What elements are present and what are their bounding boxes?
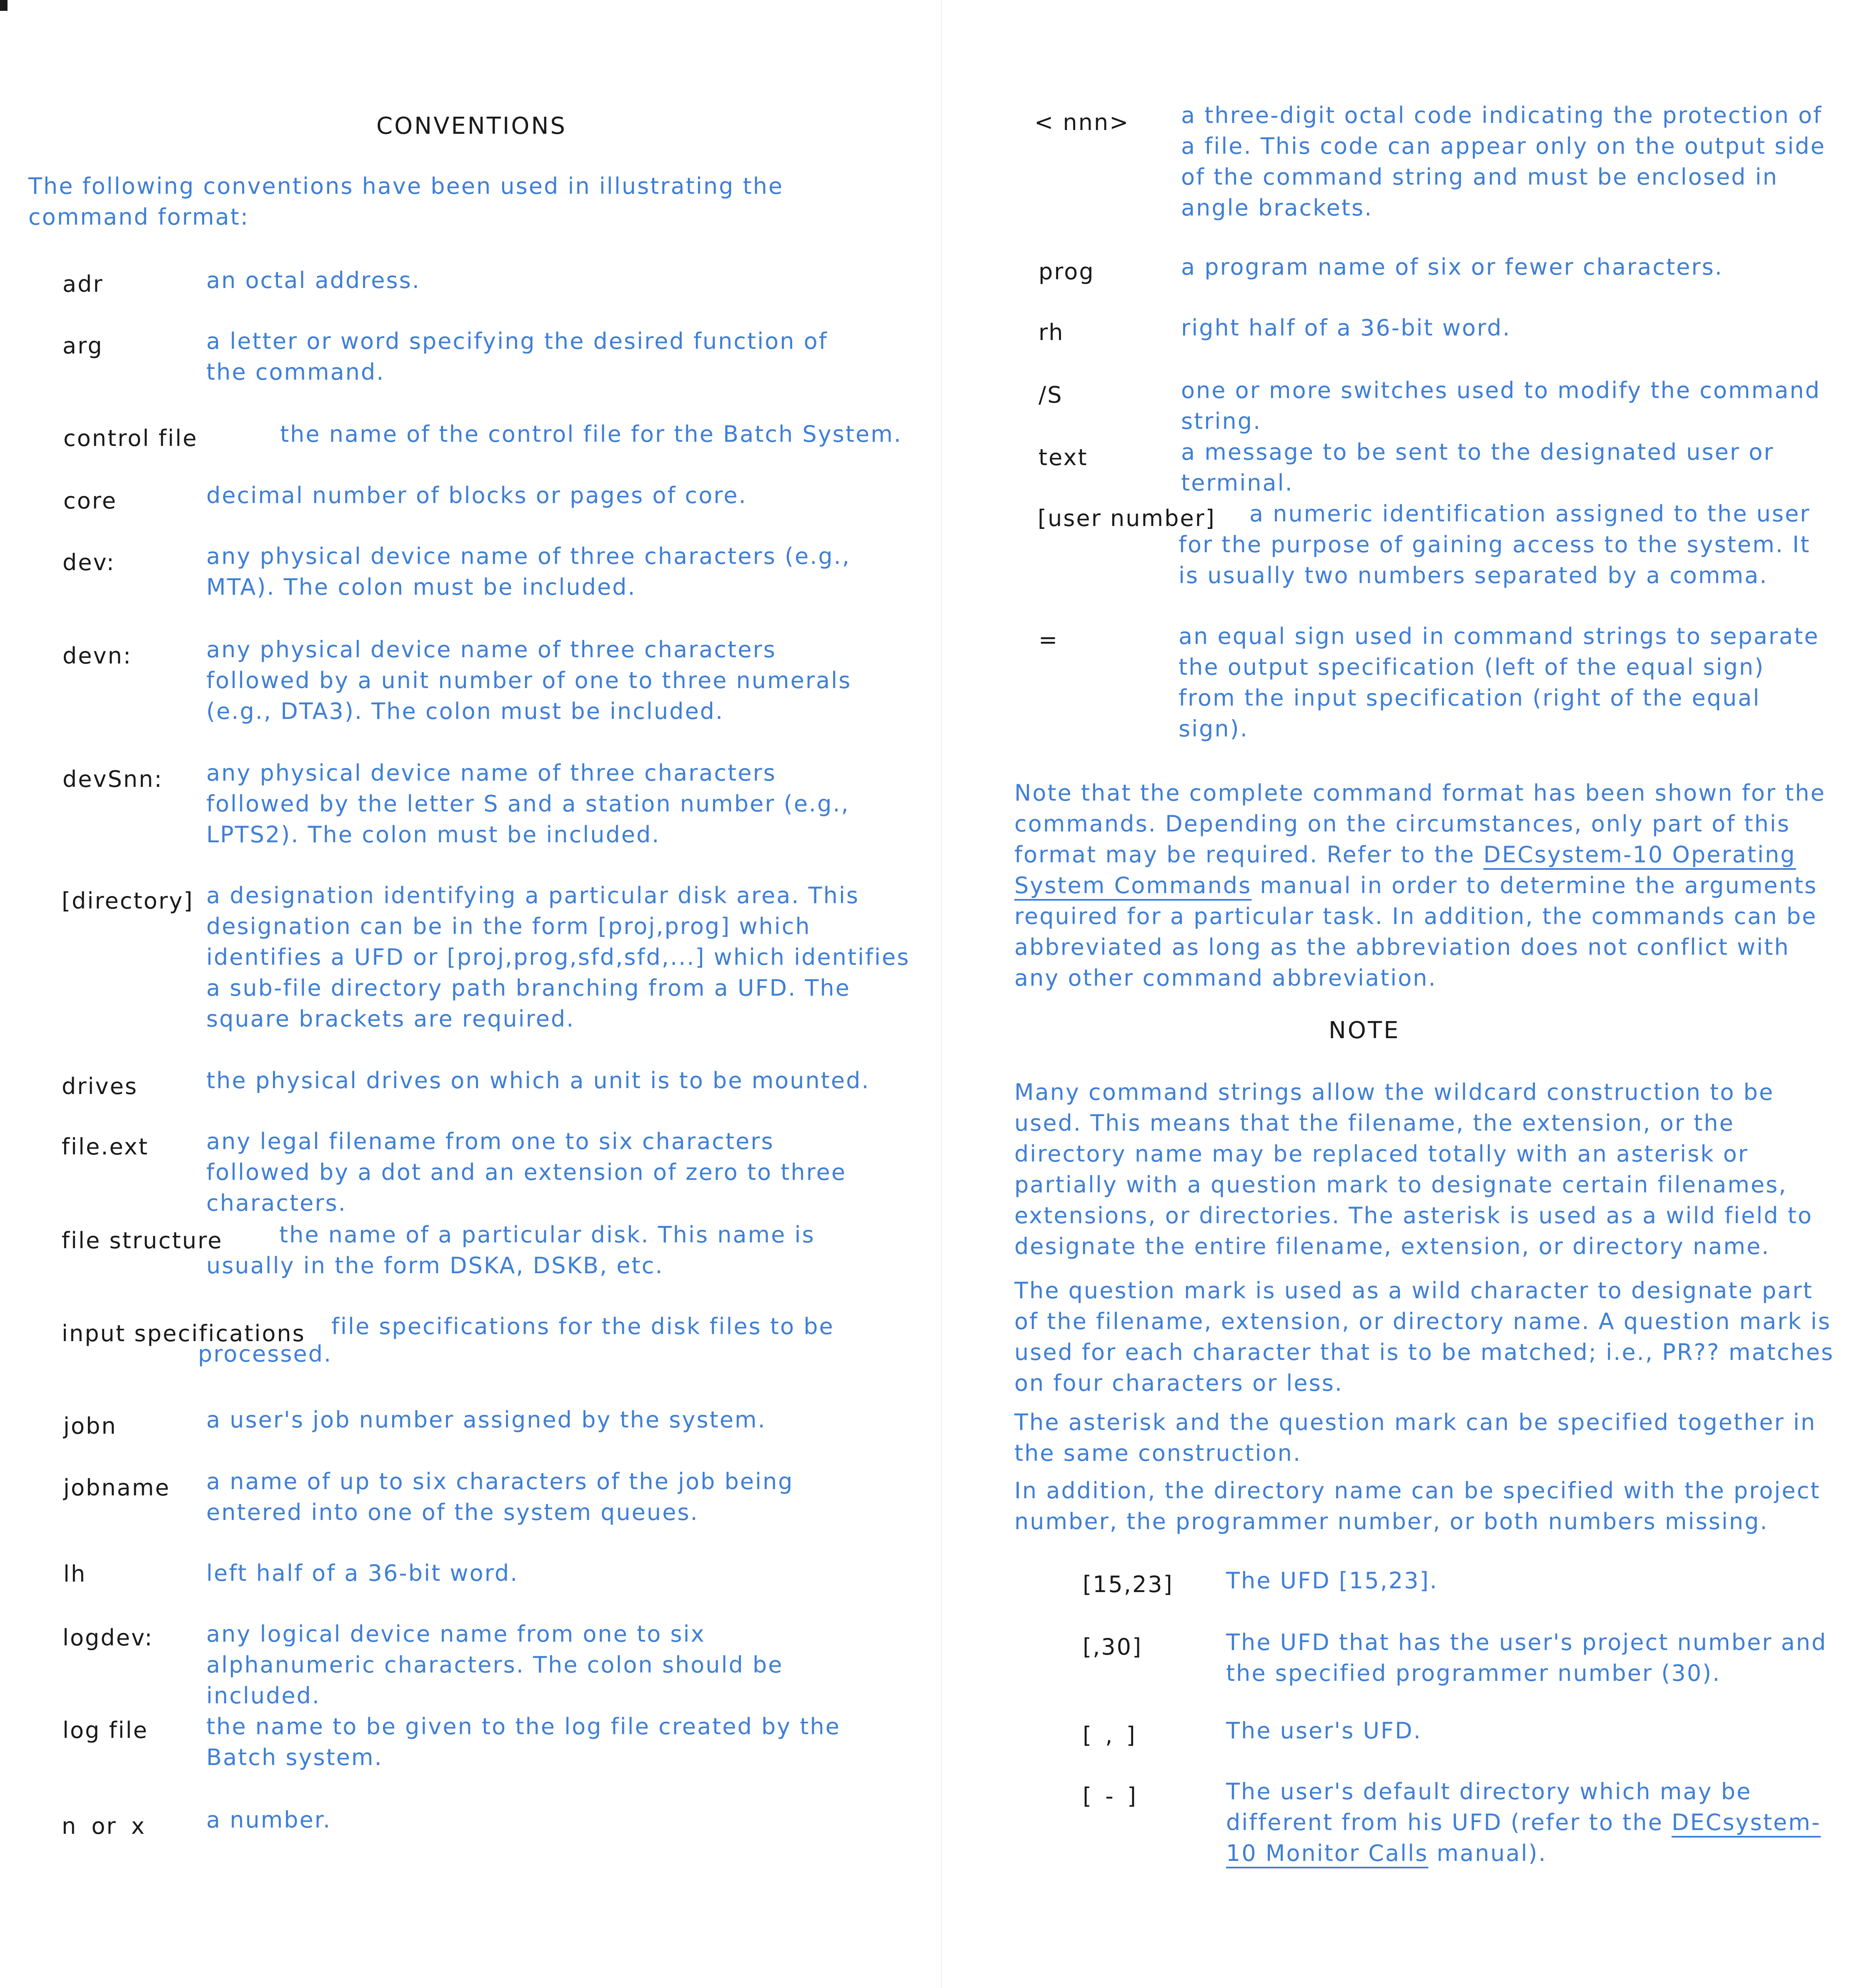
term-adr: adr bbox=[63, 271, 104, 297]
term-logdev: logdev: bbox=[63, 1625, 154, 1651]
note-title: NOTE bbox=[1329, 1017, 1400, 1044]
term-input-specifications: input specifications bbox=[62, 1320, 305, 1347]
example-term-default: [ - ] bbox=[1083, 1783, 1137, 1809]
monitor-calls-manual-ref: DECsystem-10 Monitor Calls bbox=[1226, 1809, 1821, 1866]
term-n-or-x: n or x bbox=[62, 1813, 146, 1839]
term-core: core bbox=[63, 488, 117, 514]
def-jobname: a name of up to six characters of the job being entered into one of the system queues. bbox=[206, 1468, 794, 1525]
example-def-default-text-a: The user's default directory which may be different from his UFD (refer to the bbox=[1226, 1778, 1752, 1835]
term-text: text bbox=[1039, 444, 1088, 471]
def-directory: a designation identifying a particular disk area. This designation can be in the form [proj,prog] which identifies a UFD or [proj,prog,sfd,sfd,...] which identifies a sub-file directory path branching from a UFD. The square brackets are required. bbox=[206, 882, 910, 1032]
example-def-15-23: The UFD [15,23]. bbox=[1226, 1567, 1438, 1594]
missing-numbers-paragraph: In addition, the directory name can be specified with the project number, the programmer number, or both numbers missing. bbox=[1014, 1477, 1821, 1535]
term-devn: devn: bbox=[63, 643, 132, 669]
example-def-default bbox=[1226, 1776, 1834, 1869]
right-page bbox=[943, 0, 1872, 1988]
def-rh: right half of a 36-bit word. bbox=[1181, 315, 1511, 341]
term-nnn: < nnn> bbox=[1034, 109, 1130, 135]
def-control-file: the name of the control file for the Batch System. bbox=[280, 421, 902, 447]
term-jobn: jobn bbox=[63, 1413, 117, 1439]
term-lh: lh bbox=[63, 1561, 87, 1587]
term-file-ext: file.ext bbox=[62, 1134, 149, 1160]
example-def-default-text-b: manual). bbox=[1428, 1840, 1547, 1866]
def-user-number: a numeric identification assigned to the user for the purpose of gaining access to the system. It is usually two numbers separated by a comma. bbox=[1179, 501, 1811, 588]
wildcard-paragraph: Many command strings allow the wildcard construction to be used. This means that the filename, the extension, or the directory name may be replaced totally with an asterisk or partially with a question mark to designate certain filenames, extensions, or directories. The asterisk is used as a wild field to designate the entire filename, extension, or directory name. bbox=[1014, 1079, 1813, 1259]
term-directory: [directory] bbox=[62, 888, 194, 914]
def-devsnn: any physical device name of three characters followed by the letter S and a station number (e.g., LPTS2). The colon must be included. bbox=[206, 760, 850, 848]
def-jobn: a user's job number assigned by the system. bbox=[206, 1407, 766, 1433]
page-title: CONVENTIONS bbox=[376, 113, 567, 140]
def-prog: a program name of six or fewer characters. bbox=[1181, 254, 1723, 280]
def-switches: one or more switches used to modify the command string. bbox=[1181, 377, 1821, 434]
term-control-file: control file bbox=[63, 425, 198, 451]
combined-wildcard-paragraph: The asterisk and the question mark can be specified together in the same construction. bbox=[1014, 1409, 1817, 1466]
note-paragraph-text-a: Note that the complete command format has been shown for the commands. Depending on the circumstances, only part of this format may be required. Refer to the bbox=[1014, 780, 1826, 868]
intro-paragraph: The following conventions have been used in illustrating the command format: bbox=[28, 173, 784, 230]
term-devsnn: devSnn: bbox=[63, 766, 163, 792]
def-nnn: a three-digit octal code indicating the protection of a file. This code can appear only on the output side of the command string and must be enclosed in angle brackets. bbox=[1181, 102, 1826, 221]
term-drives: drives bbox=[62, 1073, 138, 1099]
def-file-structure: the name of a particular disk. This name is usually in the form DSKA, DSKB, etc. bbox=[206, 1222, 815, 1279]
example-term-empty: [ , ] bbox=[1083, 1722, 1136, 1748]
def-equal-sign: an equal sign used in command strings to separate the output specification (left of the equal sign) from the input specification (right of the equal sign). bbox=[1179, 623, 1819, 742]
term-jobname: jobname bbox=[63, 1475, 170, 1501]
note-paragraph-text-b: manual in order to determine the arguments required for a particular task. In addition, the commands can be abbreviated as long as the abbreviation does not conflict with any other command abbreviation. bbox=[1014, 872, 1818, 991]
term-file-structure: file structure bbox=[62, 1227, 223, 1254]
def-drives: the physical drives on which a unit is to be mounted. bbox=[206, 1067, 870, 1094]
def-text: a message to be sent to the designated user or terminal. bbox=[1181, 439, 1774, 496]
def-lh: left half of a 36-bit word. bbox=[206, 1560, 519, 1586]
term-prog: prog bbox=[1039, 258, 1095, 285]
term-dev: dev: bbox=[63, 549, 115, 576]
example-term-comma-30: [,30] bbox=[1083, 1634, 1143, 1660]
def-core: decimal number of blocks or pages of core. bbox=[206, 482, 747, 508]
term-rh: rh bbox=[1039, 319, 1064, 346]
term-user-number: [user number] bbox=[1038, 505, 1216, 531]
term-equal-sign: = bbox=[1039, 627, 1059, 653]
def-arg: a letter or word specifying the desired function of the command. bbox=[206, 328, 828, 385]
def-file-ext: any legal filename from one to six characters followed by a dot and an extension of zero to three characters. bbox=[206, 1128, 847, 1216]
example-term-15-23: [15,23] bbox=[1083, 1571, 1174, 1597]
def-adr: an octal address. bbox=[206, 267, 420, 293]
def-logdev: any logical device name from one to six alphanumeric characters. The colon should be included. bbox=[206, 1621, 783, 1709]
def-n-or-x: a number. bbox=[206, 1807, 332, 1833]
def-input-specifications: file specifications for the disk files to be processed. bbox=[198, 1313, 834, 1367]
note-paragraph bbox=[1014, 778, 1835, 994]
term-switches: /S bbox=[1039, 382, 1063, 408]
question-mark-paragraph: The question mark is used as a wild character to designate part of the filename, extension, or directory name. A question mark is used for each character that is to be matched; i.e., PR?? matches on four characters or less. bbox=[1014, 1277, 1834, 1396]
term-arg: arg bbox=[63, 333, 103, 359]
operating-system-commands-manual-ref: DECsystem-10 Operating System Commands bbox=[1014, 841, 1796, 899]
def-devn: any physical device name of three characters followed by a unit number of one to three numerals (e.g., DTA3). The colon must be included. bbox=[206, 636, 852, 724]
def-log-file: the name to be given to the log file created by the Batch system. bbox=[206, 1713, 841, 1770]
def-dev: any physical device name of three characters (e.g., MTA). The colon must be included. bbox=[206, 543, 851, 600]
term-log-file: log file bbox=[63, 1717, 148, 1743]
example-def-empty: The user's UFD. bbox=[1226, 1718, 1422, 1744]
example-def-comma-30: The UFD that has the user's project number and the specified programmer number (30). bbox=[1226, 1629, 1827, 1686]
